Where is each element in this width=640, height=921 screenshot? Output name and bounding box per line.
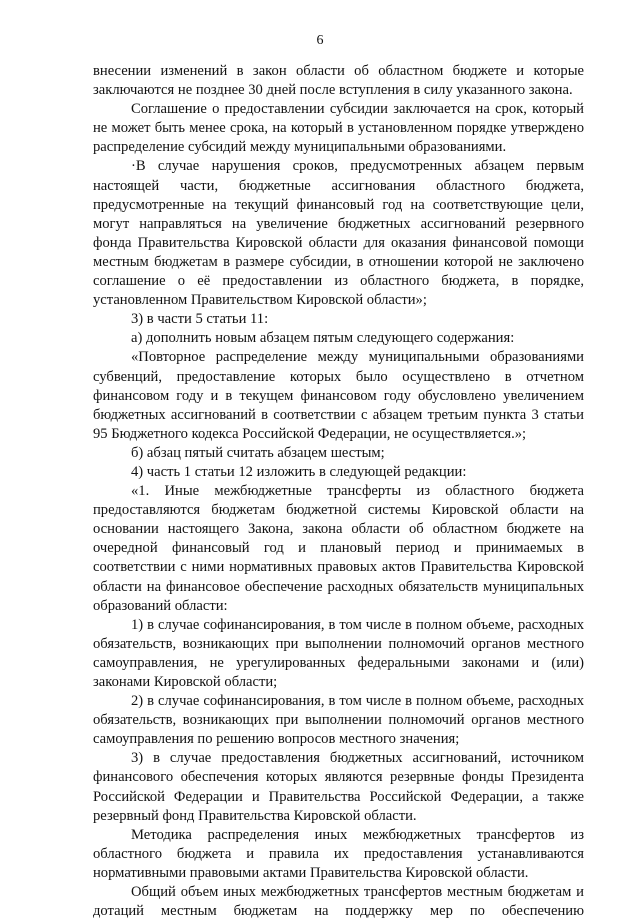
paragraph: внесении изменений в закон области об областном бюджете и которые заключаются не позднее 30 дней после вступления в силу указанного закона. — [93, 63, 584, 99]
list-item: 1) в случае софинансирования, в том числе в полном объеме, расходных обязательств, возникающих при выполнении полномочий органов местного самоуправления, не урегулированных федеральными законами и (или) законами Кировской области; — [93, 616, 584, 690]
paragraph: Методика распределения иных межбюджетных трансфертов из областного бюджета и правила их предоставления устанавливаются нормативными правовыми актами Правительства Кировской области. — [93, 826, 584, 881]
paragraph: Соглашение о предоставлении субсидии заключается на срок, который не может быть менее срока, на который в установленном порядке утверждено распределение субсидий между муниципальными образованиями. — [93, 101, 584, 156]
document-body — [93, 62, 584, 921]
list-item: а) дополнить новым абзацем пятым следующего содержания: — [131, 330, 515, 347]
paragraph: ·В случае нарушения сроков, предусмотренных абзацем первым настоящей части, бюджетные ассигнования областного бюджета, предусмотренные на текущий финансовый год на соответствующие цели, могут направляться на увеличение бюджетных ассигнований резервного фонда Правительства Кировской области для оказания финансовой помощи местным бюджетам в размере субсидии, в отношении которой не заключено соглашение о её предоставлении из областного бюджета, в порядке, установленном Правительством Кировской области»; — [93, 158, 584, 309]
quoted-paragraph: «1. Иные межбюджетные трансферты из областного бюджета предоставляются бюджетам бюджетной системы Кировской области на основании настоящего Закона, закона области об областном бюджете на очередной финансовый год и плановый период и принимаемых в соответствии с ними нормативных правовых актов Правительства Кировской области на финансовое обеспечение расходных обязательств муниципальных образований области: — [93, 483, 584, 614]
page-number: 6 — [316, 33, 324, 48]
list-item: 2) в случае софинансирования, в том числе в полном объеме, расходных обязательств, возникающих при выполнении полномочий органов местного самоуправления по решению вопросов местного значения; — [93, 693, 584, 748]
list-item: 3) в случае предоставления бюджетных ассигнований, источником финансового обеспечения которых являются резервные фонды Президента Российской Федерации и Правительства Российской Федерации, а также резервный фонд Правительства Кировской области. — [93, 750, 584, 824]
list-item: 3) в части 5 статьи 11: — [131, 311, 269, 328]
quoted-paragraph: «Повторное распределение между муниципальными образованиями субвенций, предоставление которых было осуществлено в отчетном финансовом году и в текущем финансовом году обусловлено увеличением бюджетных ассигнований в соответствии с абзацем третьим пункта 3 статьи 95 Бюджетного кодекса Российской Федерации, не осуществляется.»; — [93, 349, 584, 442]
paragraph: Общий объем иных межбюджетных трансфертов местным бюджетам и дотаций местным бюджетам на поддержку мер по обеспечению — [93, 884, 584, 920]
list-item: 4) часть 1 статьи 12 изложить в следующей редакции: — [131, 463, 467, 480]
list-item: б) абзац пятый считать абзацем шестым; — [131, 444, 385, 461]
